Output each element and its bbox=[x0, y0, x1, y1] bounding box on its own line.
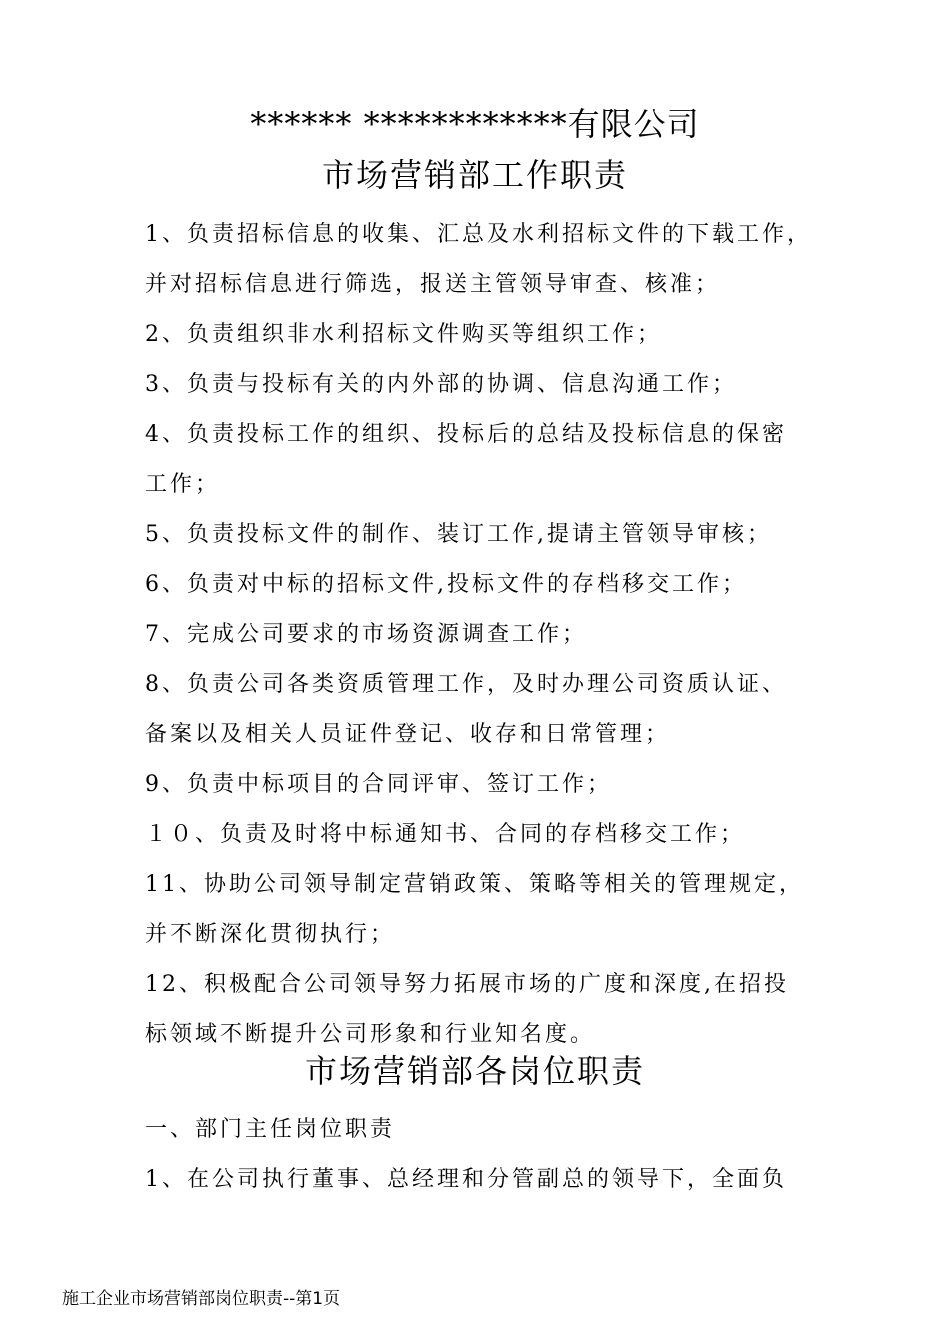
main-title: 市场营销部工作职责 bbox=[321, 156, 628, 194]
company-title: ****** ************有限公司 bbox=[250, 105, 700, 143]
duty-line: 工作； bbox=[145, 472, 221, 497]
duty-line: 11、协助公司领导制定营销政策、策略等相关的管理规定， bbox=[145, 872, 804, 897]
duty-line: 标领域不断提升公司形象和行业知名度。 bbox=[145, 1022, 596, 1047]
page-footer: 施工企业市场营销部岗位职责--第1页 bbox=[62, 1289, 341, 1309]
duty-line: 2、负责组织非水利招标文件购买等组织工作； bbox=[145, 322, 662, 347]
duty-line: 并对招标信息进行筛选，报送主管领导审查、核准； bbox=[145, 272, 721, 297]
positions-subtitle: 市场营销部各岗位职责 bbox=[304, 1052, 645, 1090]
duty-line: 12、积极配合公司领导努力拓展市场的广度和深度,在招投 bbox=[145, 972, 789, 997]
duty-line: １０、负责及时将中标通知书、合同的存档移交工作； bbox=[145, 822, 746, 847]
duty-line: 备案以及相关人员证件登记、收存和日常管理； bbox=[145, 722, 671, 747]
duty-line: 3、负责与投标有关的内外部的协调、信息沟通工作； bbox=[145, 372, 737, 397]
section-heading: 一、部门主任岗位职责 bbox=[145, 1117, 396, 1142]
duty-line: 6、负责对中标的招标文件,投标文件的存档移交工作； bbox=[145, 572, 747, 597]
duty-line: 5、负责投标文件的制作、装订工作,提请主管领导审核； bbox=[145, 522, 772, 547]
section-first-line: 1、在公司执行董事、总经理和分管副总的领导下，全面负 bbox=[145, 1167, 787, 1192]
duty-line: 8、负责公司各类资质管理工作，及时办理公司资质认证、 bbox=[145, 672, 787, 697]
duty-list bbox=[145, 210, 815, 1060]
duty-line: 4、负责投标工作的组织、投标后的总结及投标信息的保密 bbox=[145, 422, 787, 447]
duty-line: 7、完成公司要求的市场资源调查工作； bbox=[145, 622, 587, 647]
duty-line: 9、负责中标项目的合同评审、签订工作； bbox=[145, 772, 612, 797]
duty-line: 并不断深化贯彻执行； bbox=[145, 922, 396, 947]
duty-line: 1、负责招标信息的收集、汇总及水利招标文件的下载工作， bbox=[145, 222, 812, 247]
